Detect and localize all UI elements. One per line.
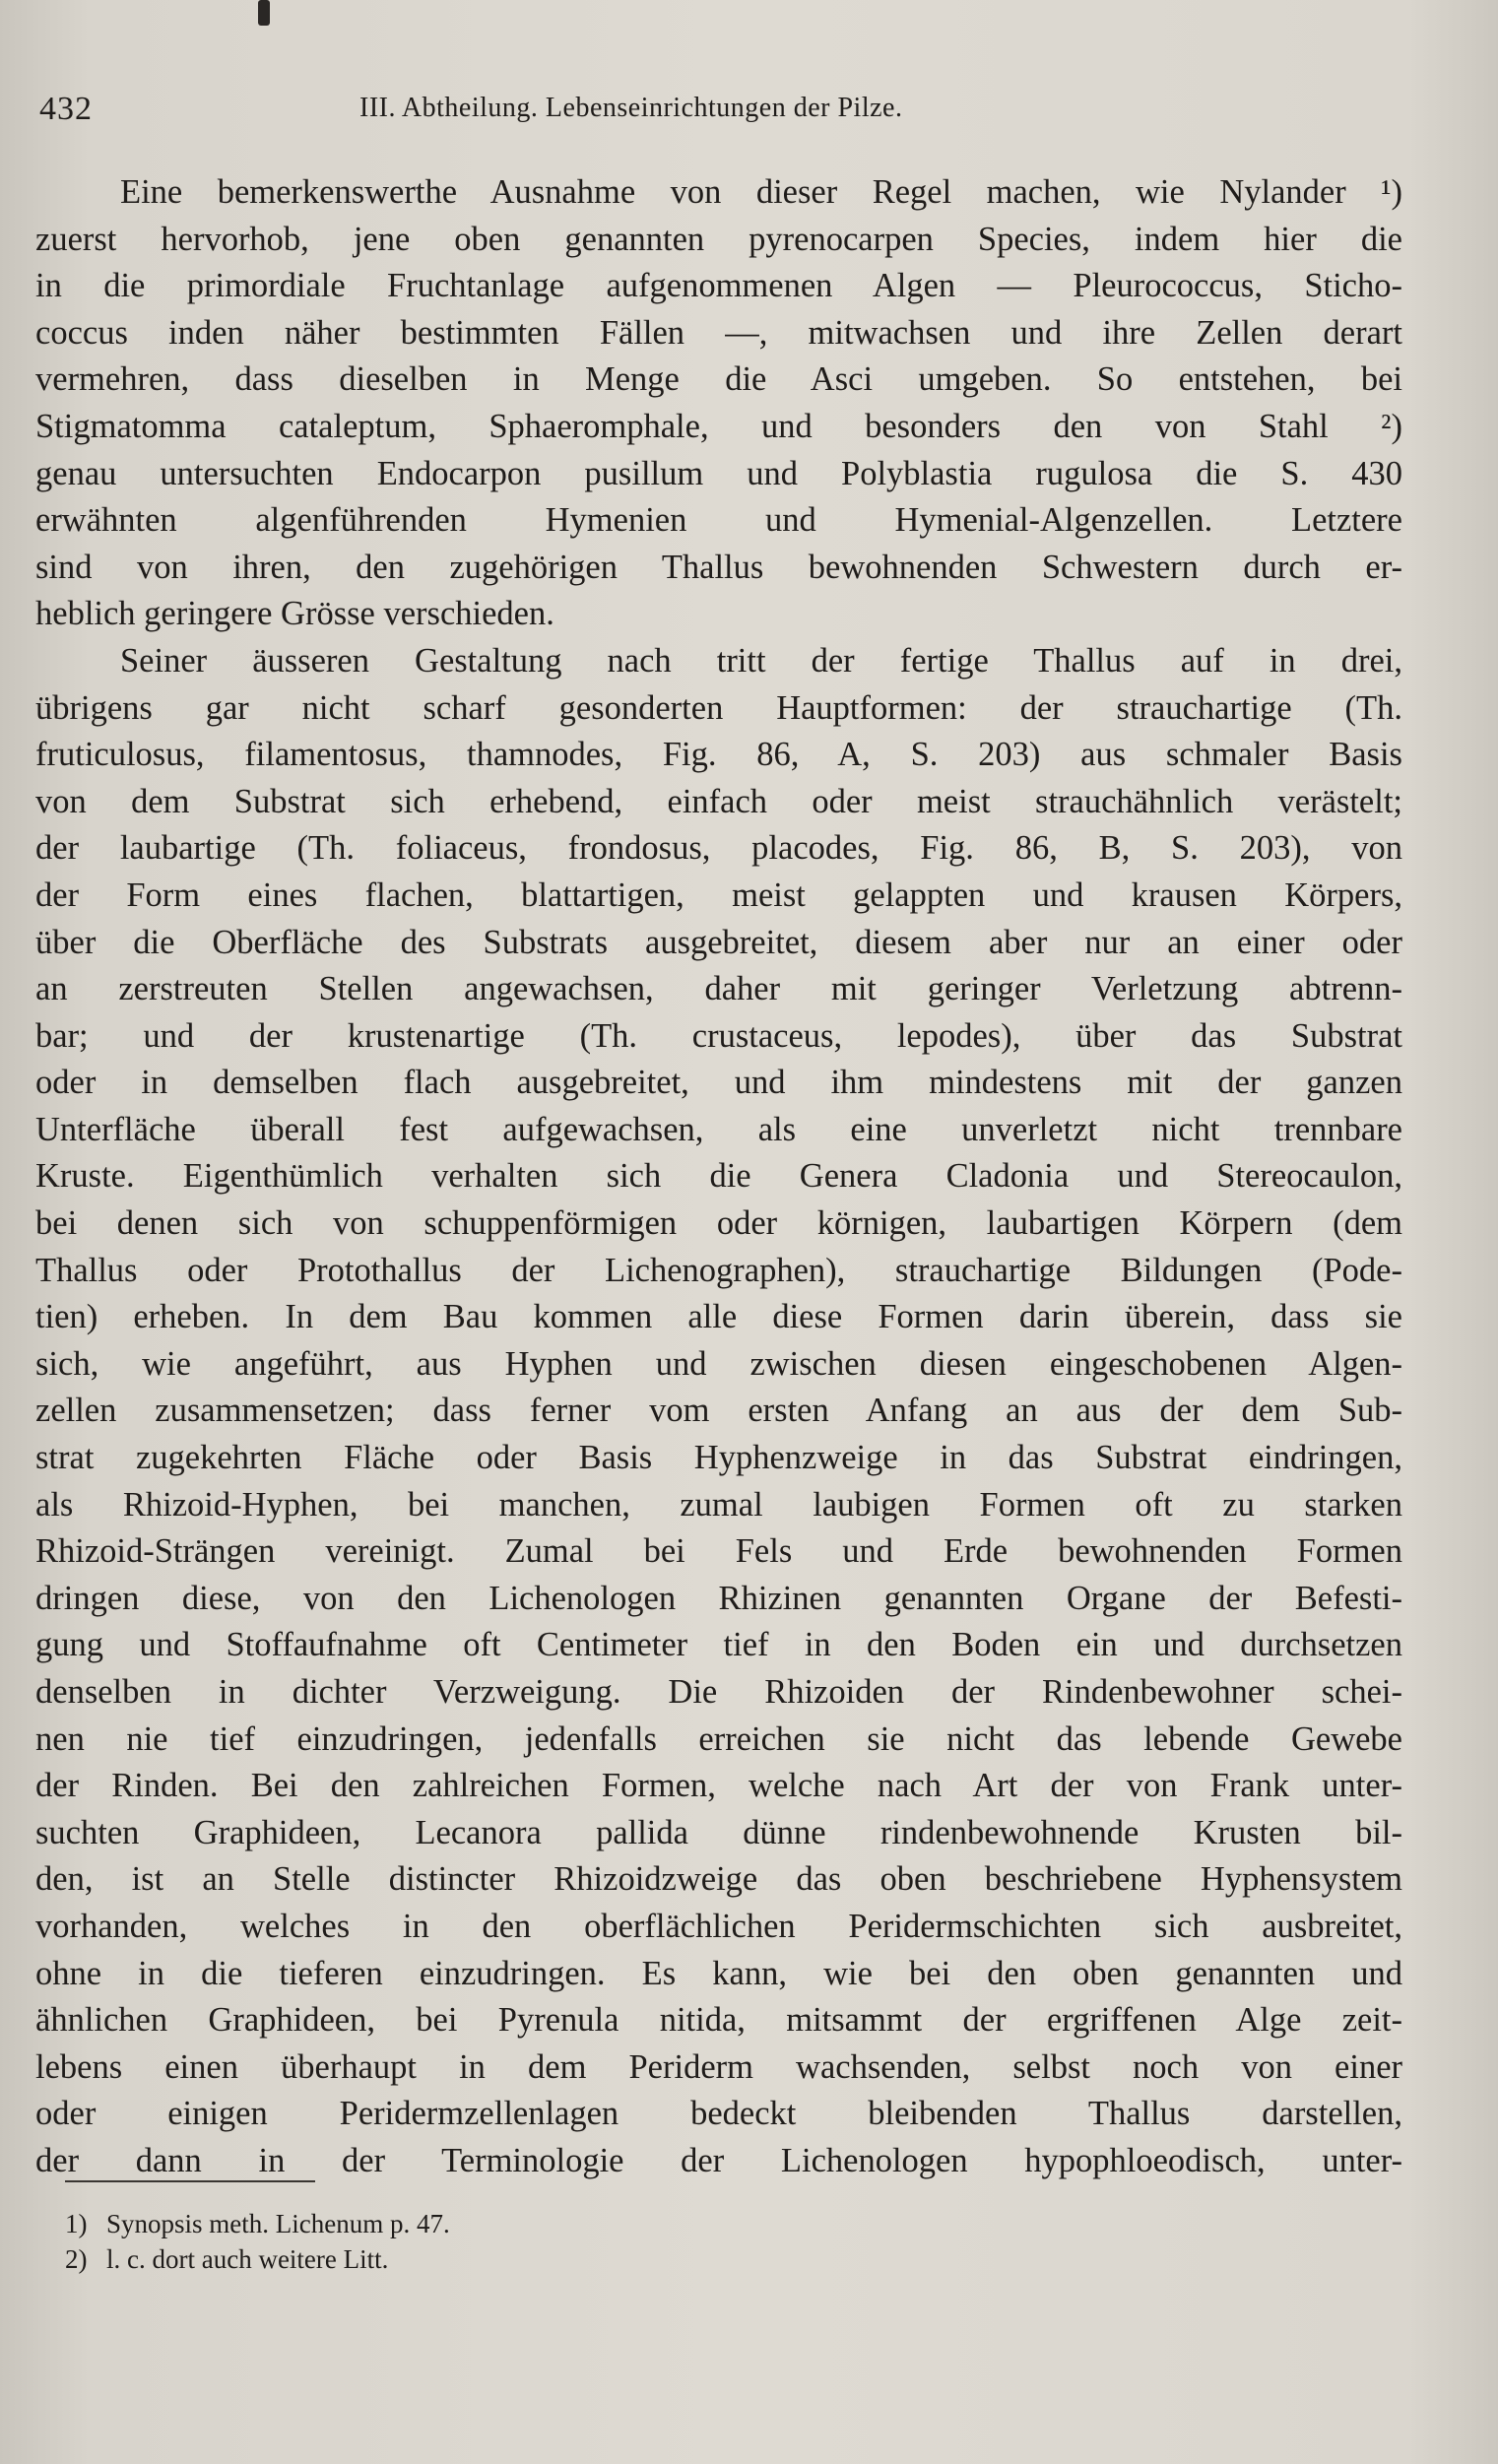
text-line: tien) erheben. In dem Bau kommen alle diese Formen darin überein, dass sie xyxy=(35,1298,1402,1336)
text-line: suchten Graphideen, Lecanora pallida dünne rindenbewohnende Krusten bil- xyxy=(35,1813,1402,1851)
text-line: strat zugekehrten Fläche oder Basis Hyphenzweige in das Substrat eindringen, xyxy=(35,1439,1402,1477)
text-line: ähnlichen Graphideen, bei Pyrenula nitida, mitsammt der ergriffenen Alge zeit- xyxy=(35,2001,1402,2040)
footnote-marker: 2) xyxy=(65,2244,88,2274)
text-line: denselben in dichter Verzweigung. Die Rhizoiden der Rindenbewohner schei- xyxy=(35,1673,1402,1711)
text-line: Eine bemerkenswerthe Ausnahme von dieser Regel machen, wie Nylander ¹) xyxy=(120,173,1402,211)
text-line: Seiner äusseren Gestaltung nach tritt der fertige Thallus auf in drei, xyxy=(120,641,1402,680)
text-line: zuerst hervorhob, jene oben genannten pyrenocarpen Species, indem hier die xyxy=(35,220,1402,258)
text-line: zellen zusammensetzen; dass ferner vom ersten Anfang an aus der dem Sub- xyxy=(35,1392,1402,1430)
text-line: sind von ihren, den zugehörigen Thallus bewohnenden Schwestern durch er- xyxy=(35,548,1402,586)
footnote-text: l. c. dort auch weitere Litt. xyxy=(106,2244,389,2274)
text-line: über die Oberfläche des Substrats ausgebreitet, diesem aber nur an einer oder xyxy=(35,923,1402,961)
text-line: von dem Substrat sich erhebend, einfach oder meist strauchähnlich verästelt; xyxy=(35,782,1402,820)
ink-blot xyxy=(258,0,270,26)
text-line: dringen diese, von den Lichenologen Rhizinen genannten Organe der Befesti- xyxy=(35,1579,1402,1617)
text-line: in die primordiale Fruchtanlage aufgenommenen Algen — Pleurococcus, Sticho- xyxy=(35,267,1402,305)
text-line: ohne in die tieferen einzudringen. Es kann, wie bei den oben genannten und xyxy=(35,1954,1402,1992)
body-text xyxy=(35,169,1402,2185)
text-line: oder einigen Peridermzellenlagen bedeckt bleibenden Thallus darstellen, xyxy=(35,2095,1402,2133)
text-line: heblich geringere Grösse verschieden. xyxy=(35,595,554,633)
text-line: nen nie tief einzudringen, jedenfalls erreichen sie nicht das lebende Gewebe xyxy=(35,1719,1402,1758)
text-line: lebens einen überhaupt in dem Periderm wachsenden, selbst noch von einer xyxy=(35,2047,1402,2086)
text-line: vorhanden, welches in den oberflächlichen Peridermschichten sich ausbreitet, xyxy=(35,1907,1402,1945)
text-line: gung und Stoffaufnahme oft Centimeter tief in den Boden ein und durchsetzen xyxy=(35,1626,1402,1664)
text-line: übrigens gar nicht scharf gesonderten Hauptformen: der strauchartige (Th. xyxy=(35,688,1402,727)
text-line: bei denen sich von schuppenförmigen oder körnigen, laubartigen Körpern (dem xyxy=(35,1204,1402,1243)
footnote xyxy=(65,2206,951,2241)
footnote-text: Synopsis meth. Lichenum p. 47. xyxy=(106,2209,450,2238)
text-line: Rhizoid-Strängen vereinigt. Zumal bei Fels und Erde bewohnenden Formen xyxy=(35,1532,1402,1571)
text-line: vermehren, dass dieselben in Menge die Asci umgeben. So entstehen, bei xyxy=(35,360,1402,399)
footnote-rule xyxy=(65,2180,315,2182)
text-line: als Rhizoid-Hyphen, bei manchen, zumal laubigen Formen oft zu starken xyxy=(35,1485,1402,1524)
text-line: der laubartige (Th. foliaceus, frondosus, placodes, Fig. 86, B, S. 203), von xyxy=(35,829,1402,868)
text-line: genau untersuchten Endocarpon pusillum und Polyblastia rugulosa die S. 430 xyxy=(35,454,1402,492)
text-line: der Form eines flachen, blattartigen, meist gelappten und krausen Körpers, xyxy=(35,875,1402,914)
text-line: Thallus oder Protothallus der Lichenographen), strauchartige Bildungen (Pode- xyxy=(35,1251,1402,1289)
text-line: an zerstreuten Stellen angewachsen, daher mit geringer Verletzung abtrenn- xyxy=(35,970,1402,1008)
text-line: oder in demselben flach ausgebreitet, und ihm mindestens mit der ganzen xyxy=(35,1064,1402,1102)
footnote-marker: 1) xyxy=(65,2209,88,2238)
page-number: 432 xyxy=(39,91,93,127)
text-line: sich, wie angeführt, aus Hyphen und zwischen diesen eingeschobenen Algen- xyxy=(35,1344,1402,1383)
text-line: Unterfläche überall fest aufgewachsen, als eine unverletzt nicht trennbare xyxy=(35,1110,1402,1148)
footnotes xyxy=(65,2206,951,2277)
text-line: der Rinden. Bei den zahlreichen Formen, welche nach Art der von Frank unter- xyxy=(35,1767,1402,1805)
text-line: den, ist an Stelle distincter Rhizoidzweige das oben beschriebene Hyphensystem xyxy=(35,1860,1402,1899)
page-header xyxy=(39,91,1083,140)
text-line: der dann in der Terminologie der Lichenologen hypophloeodisch, unter- xyxy=(35,2141,1402,2179)
text-line: erwähnten algenführenden Hymenien und Hymenial-Algenzellen. Letztere xyxy=(35,501,1402,540)
text-line: Stigmatomma cataleptum, Sphaeromphale, und besonders den von Stahl ²) xyxy=(35,407,1402,445)
text-line: coccus inden näher bestimmten Fällen —, mitwachsen und ihre Zellen derart xyxy=(35,313,1402,352)
text-line: Kruste. Eigenthümlich verhalten sich die Genera Cladonia und Stereocaulon, xyxy=(35,1157,1402,1196)
footnote xyxy=(65,2241,951,2277)
text-line: bar; und der krustenartige (Th. crustaceus, lepodes), über das Substrat xyxy=(35,1016,1402,1055)
text-line: fruticulosus, filamentosus, thamnodes, Fig. 86, A, S. 203) aus schmaler Basis xyxy=(35,736,1402,774)
running-head: III. Abtheilung. Lebenseinrichtungen der Pilze. xyxy=(359,93,903,123)
